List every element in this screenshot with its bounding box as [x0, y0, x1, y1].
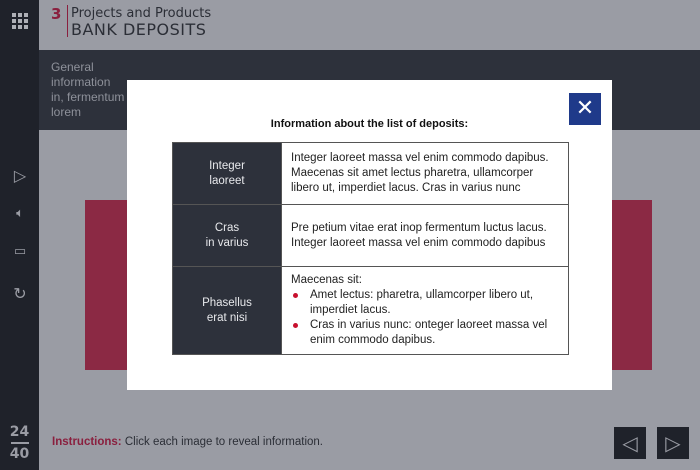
row-key: Cras in varius: [173, 205, 282, 267]
header: [39, 0, 700, 50]
bullet-item: Amet lectus: pharetra, ullamcorper libero ut, imperdiet lacus.: [291, 288, 559, 318]
bullet-item: Cras in varius nunc: onteger laoreet massa vel enim commodo dapibus.: [291, 318, 559, 348]
replay-icon[interactable]: ↻: [13, 284, 27, 303]
table-row: [173, 143, 569, 205]
section-subtitle: Projects and Products: [71, 6, 212, 21]
modal-title: Information about the list of deposits:: [270, 118, 469, 130]
total-pages: 40: [9, 446, 30, 462]
menu-grid-icon[interactable]: [12, 13, 28, 29]
deposits-table: [172, 142, 569, 355]
table-row: [173, 267, 569, 355]
chapter-number: 3: [51, 5, 68, 37]
row-value: Pre petium vitae erat inop fermentum luctus lacus. Integer laoreet massa vel enim commodo dapibus: [282, 205, 569, 267]
row-value: Integer laoreet massa vel enim commodo dapibus. Maecenas sit amet lectus pharetra, ullamcorper libero ut, imperdiet lacus. Cras in varius nunc: [282, 143, 569, 205]
volume-icon[interactable]: 🔈︎: [16, 206, 24, 221]
info-modal: [127, 80, 612, 390]
captions-icon[interactable]: ▭: [13, 244, 27, 259]
close-icon: ✕: [575, 96, 595, 121]
divider: [11, 442, 29, 444]
row-key: Phasellus erat nisi: [173, 267, 282, 355]
page-counter: [0, 424, 39, 462]
next-button[interactable]: ▷: [657, 427, 689, 459]
instructions: Instructions: Click each image to reveal information.: [52, 436, 323, 448]
intro-text: General information: [51, 60, 111, 89]
row-key: Integer laoreet: [173, 143, 282, 205]
intro-text: in, fermentum lorem: [51, 90, 125, 119]
intro-text: [51, 60, 125, 120]
table-row: [173, 205, 569, 267]
current-page: 24: [9, 424, 30, 440]
prev-button[interactable]: ◁: [614, 427, 646, 459]
play-icon[interactable]: ▷: [13, 166, 27, 185]
sidebar: [0, 0, 39, 470]
page-title: BANK DEPOSITS: [71, 20, 207, 39]
row-value: Maecenas sit: Amet lectus: pharetra, ullamcorper libero ut, imperdiet lacus. Cras in varius nunc: onteger laoreet massa vel enim commodo dapibus.: [282, 267, 569, 355]
